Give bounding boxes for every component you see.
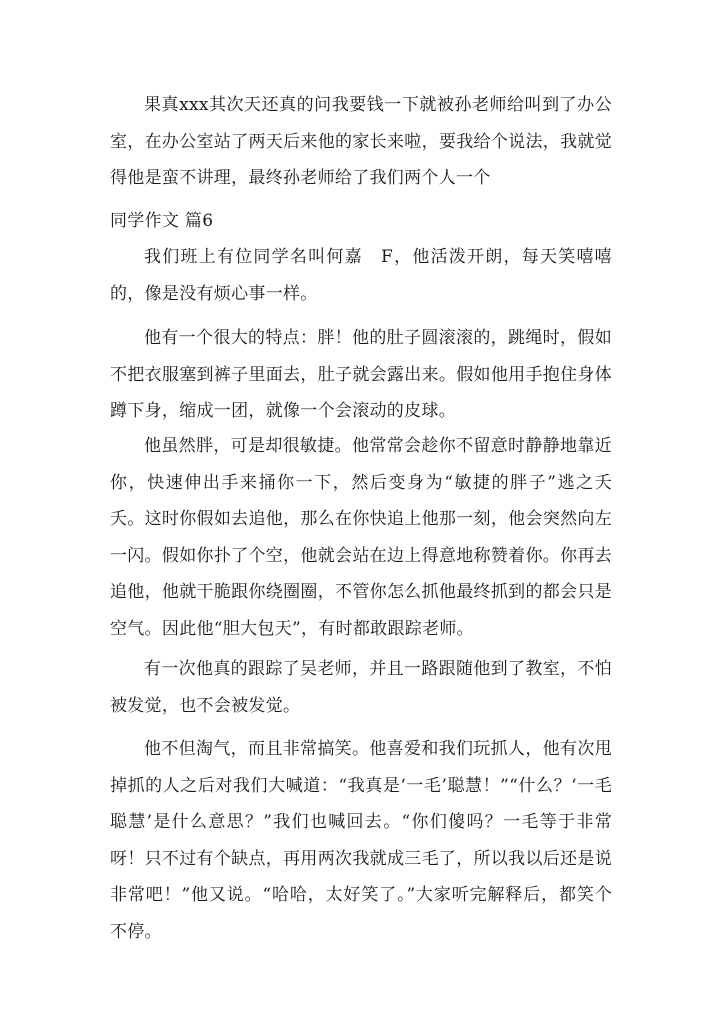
section-title: 同学作文 篇6 bbox=[110, 211, 214, 231]
paragraph-3: 他虽然胖，可是却很敏捷。他常常会趁你不留意时静静地靠近你，快速伸出手来捅你一下，然后变身为“敏捷的胖子”逃之夭夭。这时你假如去追他，那么在你快追上他那一刻，他会突然向左一闪。假如你扑了个空，他就会站在边上得意地称赞着你。你再去追他，他就干脆跟你绕圈圈，不管你怎么抓他最终抓到的都会只是空气。因此他“胆大包天”，有时都敢跟踪老师。 bbox=[110, 436, 612, 639]
paragraph-2: 他有一个很大的特点：胖！他的肚子圆滚滚的，跳绳时，假如不把衣服塞到裤子里面去，肚子就会露出来。假如他用手抱住身体蹲下身，缩成一团，就像一个会滚动的皮球。 bbox=[110, 328, 612, 421]
paragraph-5: 他不但淘气，而且非常搞笑。他喜爱和我们玩抓人，他有次甩掉抓的人之后对我们大喊道：“我真是‘一毛’聪慧！”“什么？‘一毛聪慧’是什么意思？”我们也喊回去。“你们傻吗？一毛等于非常呀！只不过有个缺点，再用两次我就成三毛了，所以我以后还是说非常吧！”他又说。“哈哈，太好笑了。”大家听完解释后，都笑个不停。 bbox=[110, 739, 612, 942]
paragraph-intro: 果真xxx其次天还真的问我要钱一下就被孙老师给叫到了办公室，在办公室站了两天后来他的家长来啦，要我给个说法，我就觉得他是蛮不讲理，最终孙老师给了我们两个人一个 bbox=[110, 95, 612, 188]
paragraph-4: 有一次他真的跟踪了吴老师，并且一路跟随他到了教室，不怕被发觉，也不会被发觉。 bbox=[110, 659, 612, 716]
paragraph-1: 我们班上有位同学名叫何嘉 F，他活泼开朗，每天笑嘻嘻的，像是没有烦心事一样。 bbox=[110, 247, 612, 304]
